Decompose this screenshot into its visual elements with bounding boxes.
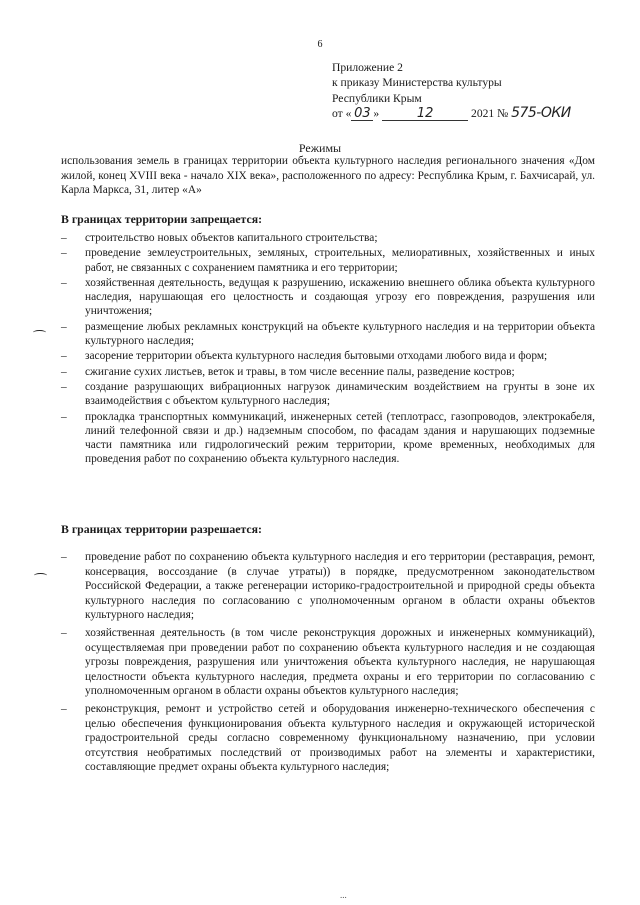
handwritten-order-number: 575-ОКИ [511, 105, 571, 122]
list-item: – проведение землеустроительных, земляных, строительных, мелиоративных, хозяйственных и иных работ, не связанных с сохранением памятника и его территории; [61, 246, 595, 274]
date-prefix: от « [332, 107, 352, 121]
document-title: Режимы [298, 141, 342, 155]
handwritten-day: 03 [351, 108, 373, 121]
appendix-republic: Республики Крым [332, 91, 422, 105]
footer-dots: ... [340, 889, 347, 900]
list-item: – проведение работ по сохранению объекта культурного наследия и его территории (реставрация, ремонт, консервация, воссоздание (в случае утраты)) в порядке, предусмотренном законодательством Российской Федерации, а также регенерации историко-градостроительной и природной среды объекта культурного наследия по согласованию с уполномоченным органом в области охраны объектов культурного наследия; [61, 550, 595, 623]
page-number: 6 [317, 39, 323, 50]
forbidden-heading: В границах территории запрещается: [61, 212, 263, 226]
forbidden-list [61, 231, 595, 468]
list-item: – хозяйственная деятельность, ведущая к разрушению, искажению внешнего облика объекта культурного наследия, нарушающая его целостность и создающая угрозу его повреждения, разрушения или уничтожения; [61, 276, 595, 319]
list-item: – засорение территории объекта культурного наследия бытовыми отходами любого вида и форм; [61, 349, 595, 363]
appendix-order-ref: к приказу Министерства культуры [332, 76, 502, 90]
date-mid: » [373, 107, 380, 121]
margin-pen-mark [34, 573, 47, 578]
list-item: – сжигание сухих листьев, веток и травы, в том числе весенние палы, разведение костров; [61, 365, 595, 379]
list-item: – размещение любых рекламных конструкций на объекте культурного наследия и на территории объекта культурного наследия; [61, 320, 595, 348]
list-item: – прокладка транспортных коммуникаций, инженерных сетей (теплотрасс, газопроводов, электрокабеля, линий телефонной связи и др.) надземным способом, по фасадам здания и нарушающих подземные части памятника или гидрологический режим территории, кроме временных, необходимых для проведения работ по сохранению объекта культурного наследия. [61, 410, 595, 467]
list-item: – хозяйственная деятельность (в том числе реконструкция дорожных и инженерных коммуникаций), осуществляемая при проведении работ по сохранению объекта культурного наследия и не создающая угрозы повреждения, разрушения или уничтожения объекта культурного наследия, не нарушающая целостности объекта культурного наследия, предмета охраны и его территории по согласованию с уполномоченным органом в области охраны объектов культурного наследия; [61, 626, 595, 699]
allowed-heading: В границах территории разрешается: [61, 522, 262, 536]
appendix-date-line [332, 106, 592, 121]
margin-pen-mark [33, 330, 46, 335]
appendix-title: Приложение 2 [332, 61, 403, 74]
handwritten-month: 12 [382, 108, 468, 121]
appendix-block [332, 60, 592, 122]
allowed-list [61, 550, 595, 778]
list-item: – создание разрушающих вибрационных нагрузок динамическим воздействием на грунты в зоне их взаимодействия с объектом культурного наследия; [61, 380, 595, 408]
list-item: – реконструкция, ремонт и устройство сетей и оборудования инженерно-технического обеспечения с целью обеспечения функционирования объекта культурного наследия и окружающей исторической градостроительной среды согласно современному функциональному назначению, при условии отсутствия необратимых последствий от производимых работ на элементы и характеристики, составляющие предмет охраны объекта культурного наследия; [61, 702, 595, 775]
date-year: 2021 № [471, 107, 509, 121]
document-intro: использования земель в границах территории объекта культурного наследия регионального значения «Дом жилой, конец XVIII века - начало XIX века», расположенного по адресу: Республика Крым, г. Бахчисарай, ул. Карла Маркса, 31, литер «А» [61, 155, 595, 197]
list-item: – строительство новых объектов капитального строительства; [61, 231, 595, 245]
